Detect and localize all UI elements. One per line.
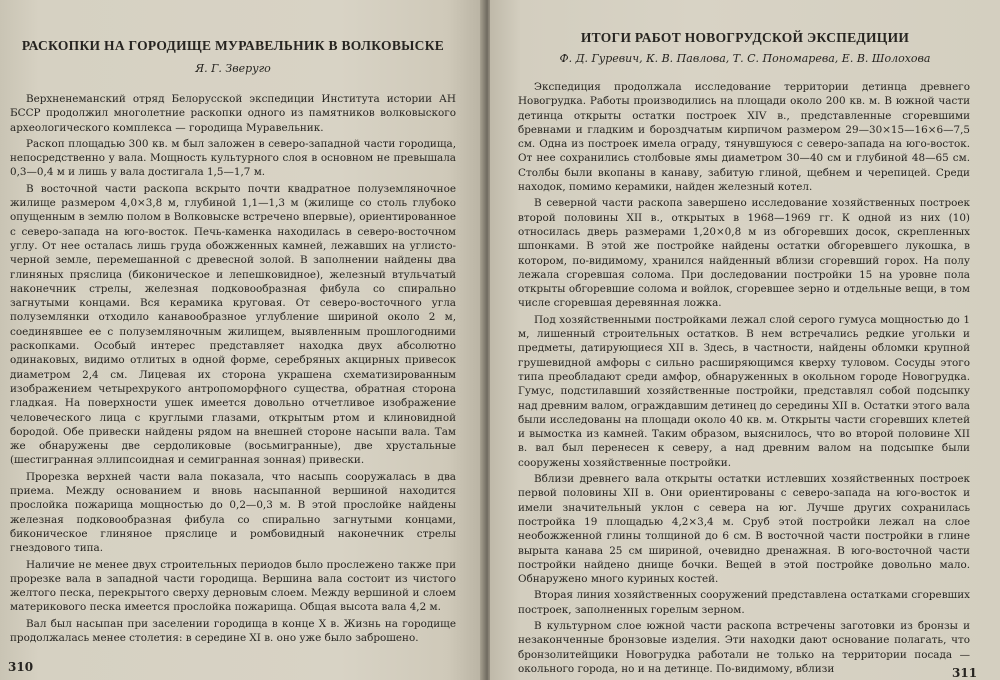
article-body-left	[10, 92, 456, 647]
page-number-right: 311	[952, 666, 978, 680]
paragraph: Вблизи древнего вала открыты остатки истлевших хозяйственных построек первой половины XII в. Они ориентированы с северо-запада на юго-восток и имели значительный уклон с севера на юг. Лучше других сохранилась постройка 19 площадью 4,2×3,4 м. Сруб этой постройки лежал на слое необожженной глины толщиной до 6 см. В восточной части постройки в глине вырыта канава 25 см шириной, очевидно дренажная. В юго-восточной части постройки найдено днище бочки. Вещей в этой постройке довольно мало. Обнаружено много куриных костей.	[518, 473, 970, 586]
article-authors-right: Ф. Д. Гуревич, К. В. Павлова, Т. С. Пономарева, Е. В. Шолохова	[559, 52, 931, 65]
right-page	[490, 0, 1000, 680]
paragraph: В северной части раскопа завершено исследование хозяйственных построек второй половины XII в., открытых в 1968—1969 гг. К одной из них (10) относилась дверь размерами 1,20×0,8 м из обгоревших досок, скрепленных шпонками. В этой же постройке найдены остатки обгоревшего лукошка, в котором, по-видимому, хранился найденный вблизи сгоревший горох. На полу лежала сгоревшая солома. При доследовании постройки 15 на уровне пола открыты обгоревшие солома и войлок, сгоревшее зерно и отдельные вещи, в том числе сгоревшая деревянная ложка.	[518, 197, 970, 310]
left-page	[0, 0, 486, 680]
article-title-left: РАСКОПКИ НА ГОРОДИЩЕ МУРАВЕЛЬНИК В ВОЛКОВЫСКЕ	[21, 38, 445, 53]
paragraph: Прорезка верхней части вала показала, что насыпь сооружалась в два приема. Между основанием и вновь насыпанной вершиной находится прослойка пожарища мощностью до 0,2—0,3 м. В этой прослойке найдены железная подковообразная фибула со спирально загнутыми концами, биконическое глиняное пряслице и ромбовидный наконечник стрелы гнездового типа.	[10, 470, 456, 555]
paragraph: Верхненеманский отряд Белорусской экспедиции Института истории АН БССР продолжил многолетние раскопки одного из памятников волковыского археологического комплекса — городища Муравельник.	[10, 93, 456, 134]
article-body-right	[518, 80, 970, 678]
paragraph: Наличие не менее двух строительных периодов было прослежено также при прорезке вала в западной части городища. Вершина вала состоит из чистого желтого песка, перекрытого сверху дерновым слоем. Между вершиной и слоем материкового песка имеется прослойка пожарища. Общая высота вала 4,2 м.	[10, 558, 456, 614]
paragraph: Вал был насыпан при заселении городища в конце X в. Жизнь на городище продолжалась менее столетия: в середине XI в. оно уже было заброшено.	[10, 617, 456, 644]
article-author-left: Я. Г. Зверуго	[195, 62, 271, 75]
paragraph: Экспедиция продолжала исследование территории детинца древнего Новогрудка. Работы производились на площади около 200 кв. м. В южной части детинца открыты остатки построек XIV в., представленные сгоревшими бревнами и гладким и бороздчатым кирпичом размером 29—30×15—16×6—7,5 см. Одна из построек имела ограду, тянувшуюся с северо-запада на юго-восток. От нее сохранились столбовые ямы диаметром 30—40 см и глубиной 48—65 см. Столбы были вкопаны в канаву, забитую глиной, щебнем и черепицей. Среди находок, помимо керамики, найден железный котел.	[518, 81, 970, 194]
paragraph: Вторая линия хозяйственных сооружений представлена остатками сгоревших построек, заполненных горелым зерном.	[518, 589, 970, 616]
paragraph: В культурном слое южной части раскопа встречены заготовки из бронзы и незаконченные бронзовые изделия. Эти находки дают основание полагать, что бронзолитейщики Новогрудка работали не только на территории посада — окольного города, но и на детинце. По-видимому, вблизи	[518, 619, 970, 675]
paragraph: Раскоп площадью 300 кв. м был заложен в северо-западной части городища, непосредственно у вала. Мощность культурного слоя в основном не превышала 0,3—0,4 м и лишь у вала достигала 1,5—1,7 м.	[10, 137, 456, 179]
paragraph: Под хозяйственными постройками лежал слой серого гумуса мощностью до 1 м, лишенный строительных остатков. В нем встречались редкие угольки и предметы, датирующиеся XII в. Здесь, в частности, найдены обломки крупной грушевидной амфоры с сильно расширяющимся кверху туловом. Сосуды этого типа преобладают среди амфор, обнаруженных в окольном городе Новогрудка. Гумус, подстилавший хозяйственные постройки, представлял собой подсыпку над древним валом, ограждавшим детинец до середины XII в. Остатки этого вала были исследованы на площади около 40 кв. м. Открыты части сгоревших клетей и вымостка из камней. Таким образом, выяснилось, что во второй половине XII в. вал был перенесен к северу, а над древним валом на подсыпке были сооружены хозяйственные постройки.	[518, 313, 970, 469]
article-title-right: ИТОГИ РАБОТ НОВОГРУДСКОЙ ЭКСПЕДИЦИИ	[580, 30, 910, 45]
paragraph: В восточной части раскопа вскрыто почти квадратное полуземляночное жилище размером 4,0×3,8 м, глубиной 1,1—1,3 м (жилище со столь глубоко опущенным в землю полом в Волковыске встречено впервые), ориентированное с северо-запада на юго-восток. Печь-каменка находилась в северо-восточном углу. От нее осталась лишь груда обожженных камней, лежавших на углисто-черной земле, перемешанной с древесной золой. В заполнении найдены два глиняных пряслица (биконическое и лепешковидное), железный втульчатый наконечник стрелы, железная подковообразная фибула со спирально загнутыми концами. Вся керамика круговая. От северо-восточного угла полуземлянки отходило канавообразное углубление шириной около 2 м, соединявшее ее с полуземляночным жилищем, выявленным прошлогодними раскопками. Особый интерес представляет находка двух абсолютно одинаковых, видимо отлитых в одной форме, серебряных акцирных привесок диаметром 2,4 см. Лицевая их сторона украшена схематизированным изображением четырехрукого антропоморфного существа, обратная сторона гладкая. На поверхности ушек имеется довольно отчетливое изображение человеческого лица с круглыми глазами, открытым ртом и клиновидной бородой. Обе привески найдены рядом на внешней стороне насыпи вала. Там же обнаружены две сердоликовые (восьмигранные), две хрустальные (шестигранная эллипсоидная и семигранная зонная) привески.	[10, 182, 456, 467]
page-number-left: 310	[8, 660, 34, 674]
